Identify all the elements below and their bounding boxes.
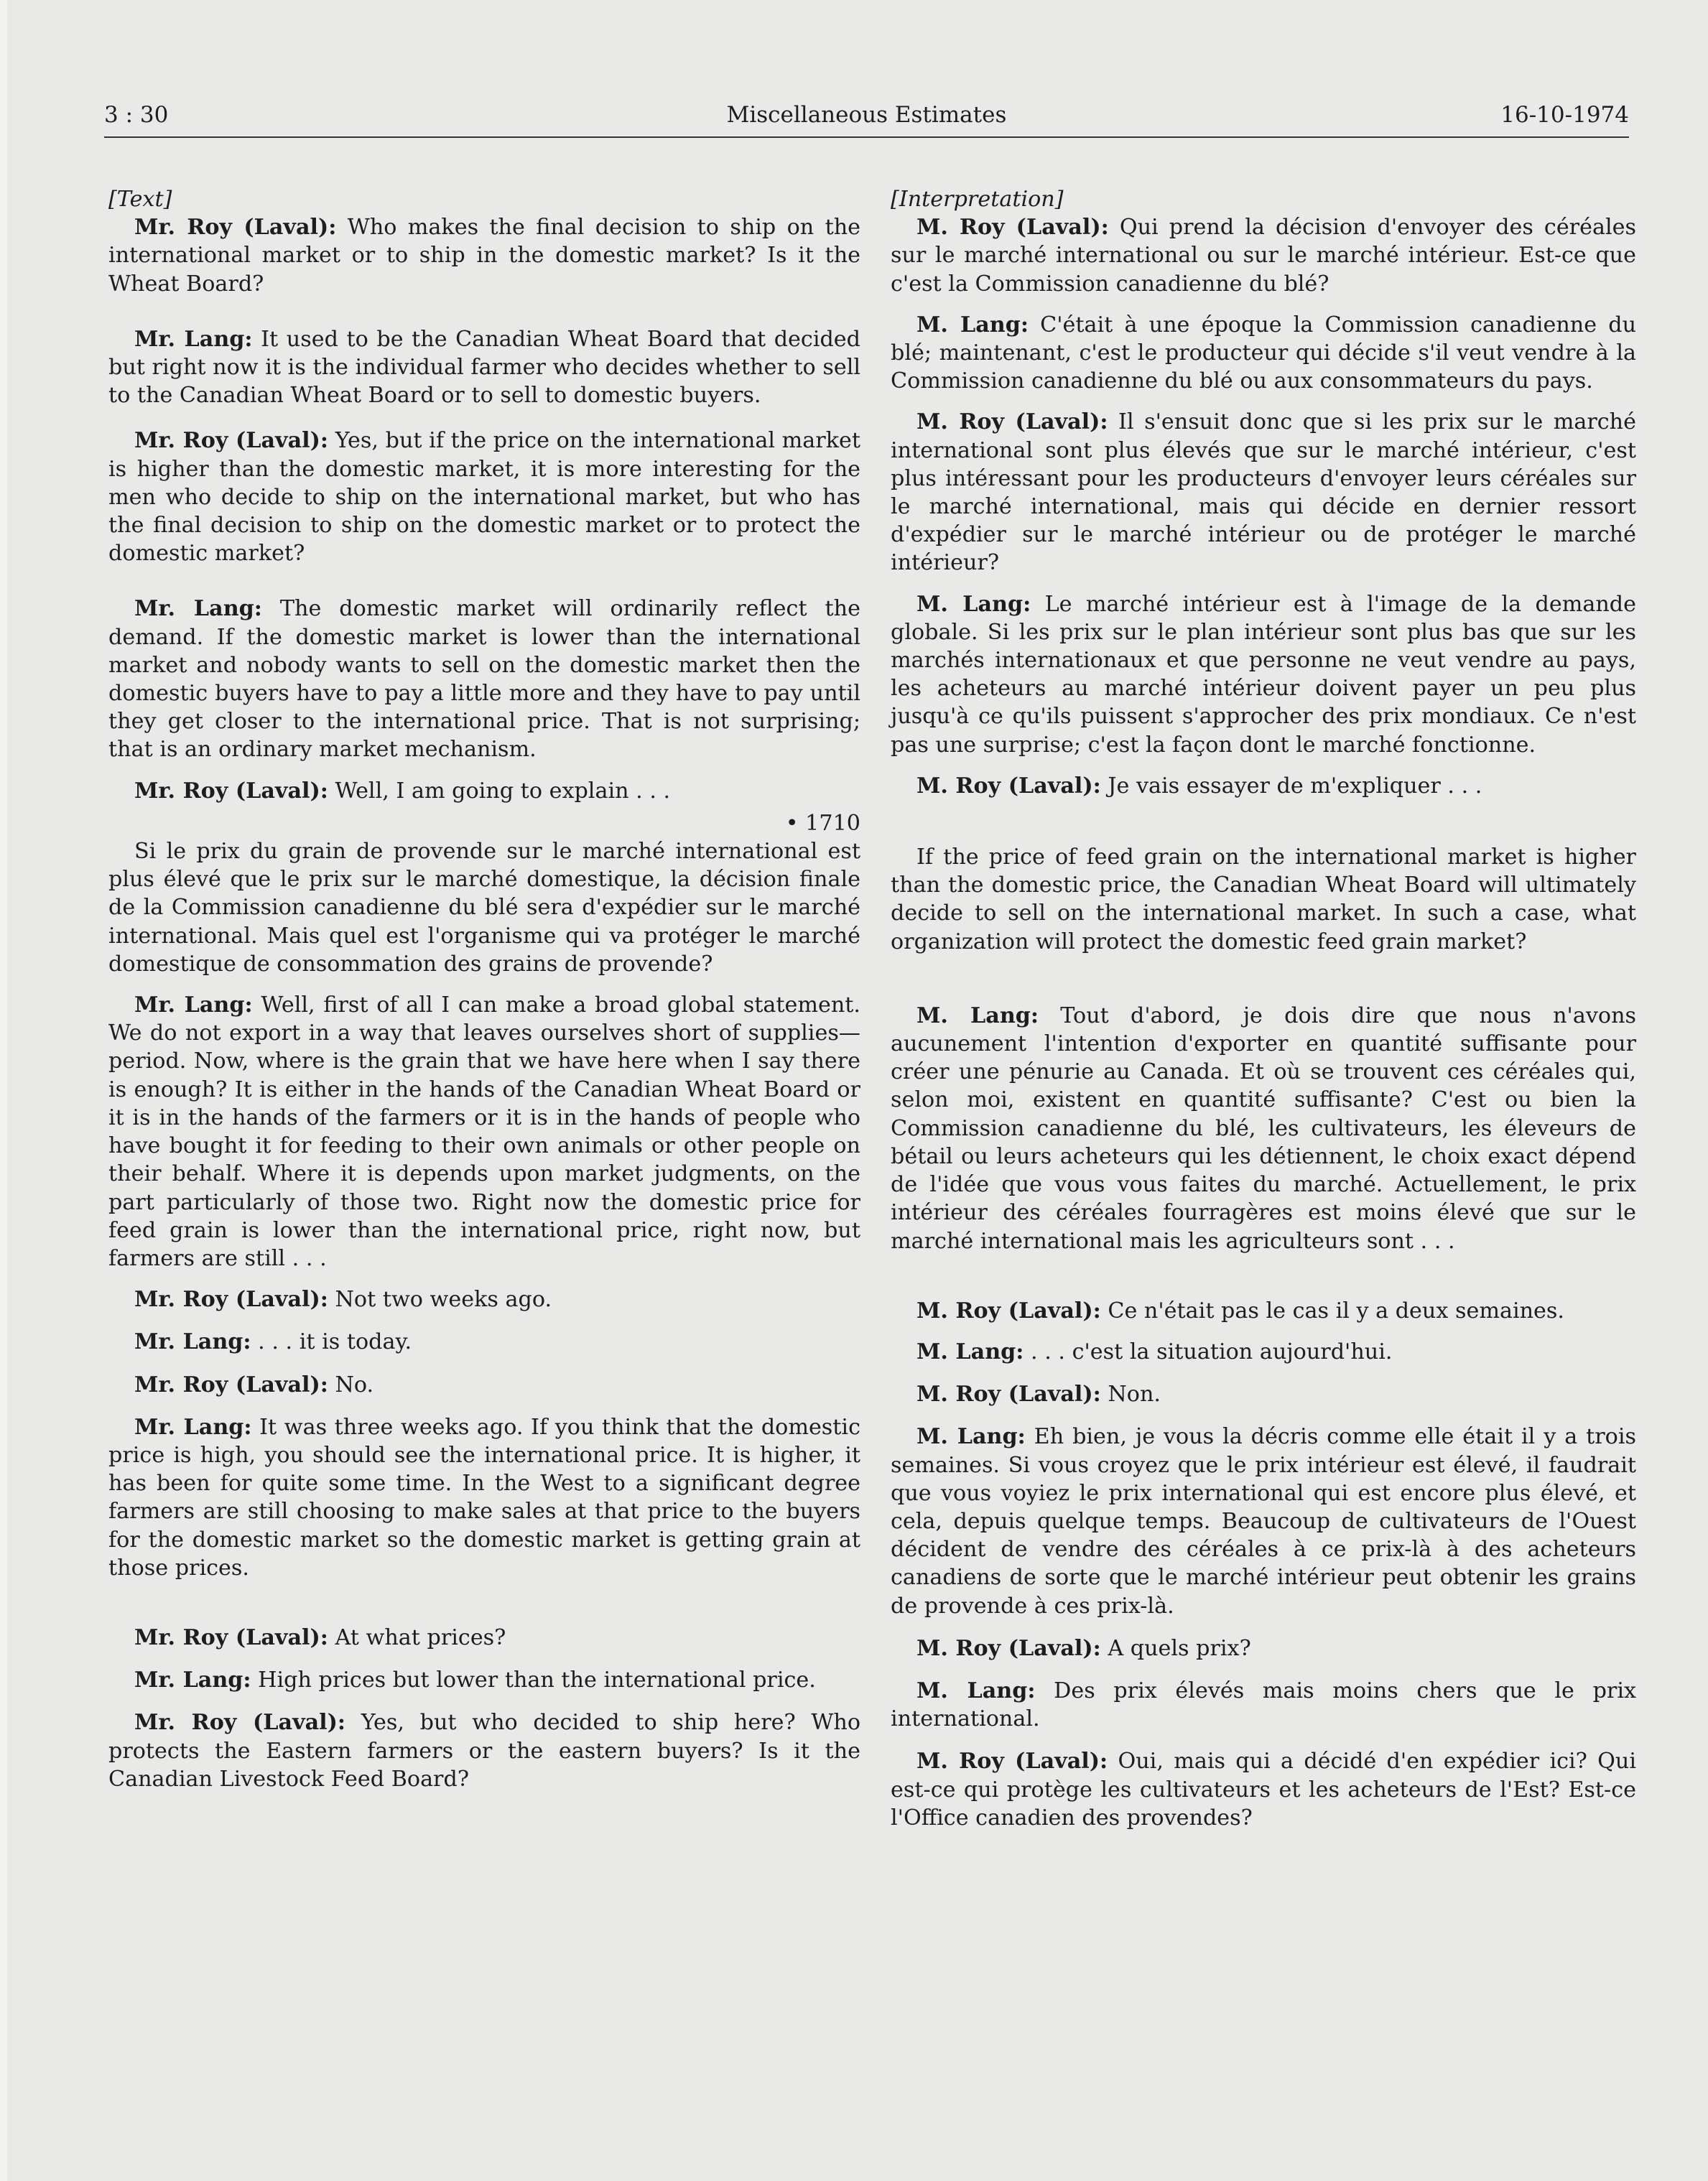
speech: . . . c'est la situation aujourd'hui. bbox=[1024, 1339, 1393, 1364]
speech: Il s'ensuit donc que si les prix sur le marché international sont plus élevés que sur le marché intérieur, c'est plus intéressant pour les producteurs d'envoyer leurs céréales sur le marché international, mais qui décide en dernier ressort d'expédier sur le marché intérieur ou de protéger le marché intérieur? bbox=[891, 409, 1636, 576]
speech: Non. bbox=[1100, 1382, 1161, 1408]
paragraph bbox=[108, 1666, 860, 1694]
speech: Je vais essayer de m'expliquer . . . bbox=[1100, 773, 1482, 799]
speaker: M. Lang: bbox=[916, 1339, 1024, 1364]
speaker: M. Lang: bbox=[916, 1003, 1039, 1028]
paragraph bbox=[891, 311, 1636, 396]
speaker: Mr. Lang: bbox=[134, 596, 262, 622]
column-label: [Interpretation] bbox=[891, 187, 1064, 212]
paragraph bbox=[891, 1423, 1636, 1619]
speech: High prices but lower than the international price. bbox=[251, 1668, 816, 1693]
speaker: M. Roy (Laval): bbox=[916, 1382, 1101, 1408]
page-number: 3 : 30 bbox=[104, 102, 169, 128]
speech: It used to be the Canadian Wheat Board that decided but right now it is the individual farmer who decides whether to sell to the Canadian Wheat Board or to sell to domestic buyers. bbox=[108, 326, 860, 409]
speaker: M. Roy (Laval): bbox=[916, 1749, 1108, 1775]
french-column bbox=[891, 185, 1636, 1832]
speaker: M. Lang: bbox=[916, 1424, 1026, 1450]
paragraph: Si le prix du grain de provende sur le marché international est plus élevé que le prix sur le marché domestique, la décision finale de la Commission canadienne du blé sera d'expédier sur le marché international. Mais quel est l'organisme qui va protéger le marché domestique de consommation des grains de provende? bbox=[108, 839, 860, 977]
speech: Le marché intérieur est à l'image de la demande globale. Si les prix sur le plan intérieur sont plus bas que sur les marchés internationaux et que personne ne veut vendre au pays, les acheteurs au marché intérieur doivent payer un peu plus jusqu'à ce qu'ils puissent s'approcher des prix mondiaux. Ce n'est pas une surprise; c'est la façon dont le marché fonctionne. bbox=[891, 591, 1636, 758]
speaker: Mr. Roy (Laval): bbox=[134, 215, 337, 241]
speech: Qui prend la décision d'envoyer des céréales sur le marché international ou sur le marché intérieur. Est-ce que c'est la Commission canadienne du blé? bbox=[891, 215, 1636, 297]
paragraph bbox=[891, 1747, 1636, 1832]
paragraph bbox=[891, 1002, 1636, 1255]
paragraph bbox=[108, 1708, 860, 1793]
speech: At what prices? bbox=[328, 1624, 506, 1650]
speech: Des prix élevés mais moins chers que le prix international. bbox=[891, 1678, 1637, 1732]
speaker: Mr. Lang: bbox=[134, 1329, 251, 1355]
paragraph: If the price of feed grain on the international market is higher than the domestic price, the Canadian Wheat Board will ultimately decide to sell on the international market. In such a case, what organization will protect the domestic feed grain market? bbox=[891, 845, 1636, 954]
page-edge bbox=[0, 0, 7, 2181]
paragraph bbox=[891, 1677, 1636, 1733]
speaker: Mr. Roy (Laval): bbox=[134, 778, 328, 804]
speaker: M. Lang: bbox=[916, 312, 1029, 338]
paragraph bbox=[108, 991, 860, 1273]
speech: . . . it is today. bbox=[251, 1329, 412, 1355]
paragraph bbox=[108, 1371, 860, 1399]
speech: Well, first of all I can make a broad global statement. We do not export in a way that leaves ourselves short of supplies—period. Now, where is the grain that we have here when I say there is enough? It is either in the hands of the Canadian Wheat Board or it is in the hands of the farmers or it is in the hands of people who have bought it for feeding to their own animals or other people on their behalf. Where it is depends upon market judgments, on the part particularly of those two. Right now the domestic price for feed grain is lower than the international price, right now, but farmers are still . . . bbox=[108, 992, 860, 1271]
speech: Tout d'abord, je dois dire que nous n'avons aucunement l'intention d'exporter en quantité suffisante pour créer une pénurie au Canada. Et où se trouvent ces céréales qui, selon moi, existent en quantité suffisante? C'est ou bien la Commission canadienne du blé, les cultivateurs, les éleveurs de bétail ou leurs acheteurs qui les détiennent, le choix exact dépend de l'idée que vous vous faites du marché. Actuellement, le prix intérieur des céréales fourragères est moins élevé que sur le marché international mais les agriculteurs sont . . . bbox=[891, 1003, 1637, 1254]
speaker: Mr. Roy (Laval): bbox=[134, 1624, 328, 1650]
speaker: Mr. Lang: bbox=[134, 1414, 252, 1440]
paragraph bbox=[891, 590, 1636, 759]
page-title: Miscellaneous Estimates bbox=[726, 102, 1007, 128]
paragraph bbox=[108, 595, 860, 763]
paragraph bbox=[891, 1380, 1636, 1408]
paragraph bbox=[891, 408, 1636, 577]
paragraph bbox=[891, 213, 1636, 298]
speech: No. bbox=[328, 1372, 374, 1398]
speaker: Mr. Roy (Laval): bbox=[134, 1710, 346, 1736]
paragraph bbox=[108, 1285, 860, 1313]
paragraph bbox=[108, 1413, 860, 1582]
speech: Not two weeks ago. bbox=[328, 1287, 552, 1313]
paragraph bbox=[891, 1338, 1636, 1366]
speaker: M. Roy (Laval): bbox=[916, 215, 1109, 241]
speech: C'était à une époque la Commission canadienne du blé; maintenant, c'est le producteur qui décide s'il veut vendre à la Commission canadienne du blé ou aux consommateurs du pays. bbox=[891, 312, 1637, 394]
speech: Well, I am going to explain . . . bbox=[328, 778, 671, 804]
time-marker: • 1710 bbox=[785, 810, 860, 836]
speaker: Mr. Roy (Laval): bbox=[134, 1287, 328, 1313]
column-label: [Text] bbox=[108, 187, 172, 212]
speaker: M. Roy (Laval): bbox=[916, 1635, 1101, 1661]
english-column bbox=[108, 185, 860, 1793]
speaker: Mr. Lang: bbox=[134, 326, 253, 352]
speaker: Mr. Lang: bbox=[134, 992, 253, 1018]
speaker: M. Roy (Laval): bbox=[916, 409, 1108, 435]
speech: It was three weeks ago. If you think that the domestic price is high, you should see the international price. It is higher, it has been for quite some time. In the West to a significant degree farmers are still choosing to make sales at that price to the buyers for the domestic market so the domestic market is getting grain at those prices. bbox=[108, 1414, 860, 1581]
speaker: Mr. Lang: bbox=[134, 1668, 251, 1693]
paragraph bbox=[108, 325, 860, 410]
paragraph bbox=[891, 1297, 1636, 1325]
paragraph bbox=[108, 777, 860, 805]
speaker: M. Lang: bbox=[916, 1678, 1036, 1703]
paragraph bbox=[108, 1328, 860, 1356]
speech: Yes, but if the price on the international market is higher than the domestic market, it is more interesting for the men who decide to ship on the international market, but who has the final decision to ship on the domestic market or to protect the domestic market? bbox=[108, 428, 861, 567]
paragraph bbox=[891, 1634, 1636, 1663]
paragraph bbox=[891, 772, 1636, 800]
speaker: Mr. Roy (Laval): bbox=[134, 1372, 328, 1398]
paragraph bbox=[108, 1624, 860, 1652]
speech: Oui, mais qui a décidé d'en expédier ici? Qui est-ce qui protège les cultivateurs et les acheteurs de l'Est? Est-ce l'Office canadien des provendes? bbox=[891, 1749, 1636, 1831]
speaker: Mr. Roy (Laval): bbox=[134, 428, 329, 454]
speaker: M. Lang: bbox=[916, 591, 1031, 617]
page-date: 16-10-1974 bbox=[1500, 102, 1629, 128]
speech: Eh bien, je vous la décris comme elle était il y a trois semaines. Si vous croyez que le prix intérieur est élevé, il faudrait que vous voyiez le prix international qui est encore plus élevé, et cela, depuis quelque temps. Beaucoup de cultivateurs de l'Ouest décident de vendre des céréales à ce prix-là à des acheteurs canadiens de sorte que le marché intérieur peut obtenir les grains de provende à ces prix-là. bbox=[891, 1424, 1637, 1619]
speech: Who makes the final decision to ship on the international market or to ship in the domestic market? Is it the Wheat Board? bbox=[108, 215, 861, 297]
paragraph bbox=[108, 427, 860, 567]
paragraph bbox=[108, 213, 860, 298]
page-header bbox=[104, 102, 1629, 138]
speaker: M. Roy (Laval): bbox=[916, 773, 1101, 799]
speech: Ce n'était pas le cas il y a deux semaines. bbox=[1100, 1298, 1564, 1324]
speech: Yes, but who decided to ship here? Who protects the Eastern farmers or the eastern buyers? Is it the Canadian Livestock Feed Board? bbox=[108, 1710, 860, 1792]
speaker: M. Roy (Laval): bbox=[916, 1298, 1101, 1324]
speech: A quels prix? bbox=[1100, 1635, 1251, 1661]
speech: The domestic market will ordinarily reflect the demand. If the domestic market is lower than the international market and nobody wants to sell on the domestic market then the domestic buyers have to pay a little more and they have to pay until they get closer to the international price. That is not surprising; that is an ordinary market mechanism. bbox=[108, 596, 860, 763]
